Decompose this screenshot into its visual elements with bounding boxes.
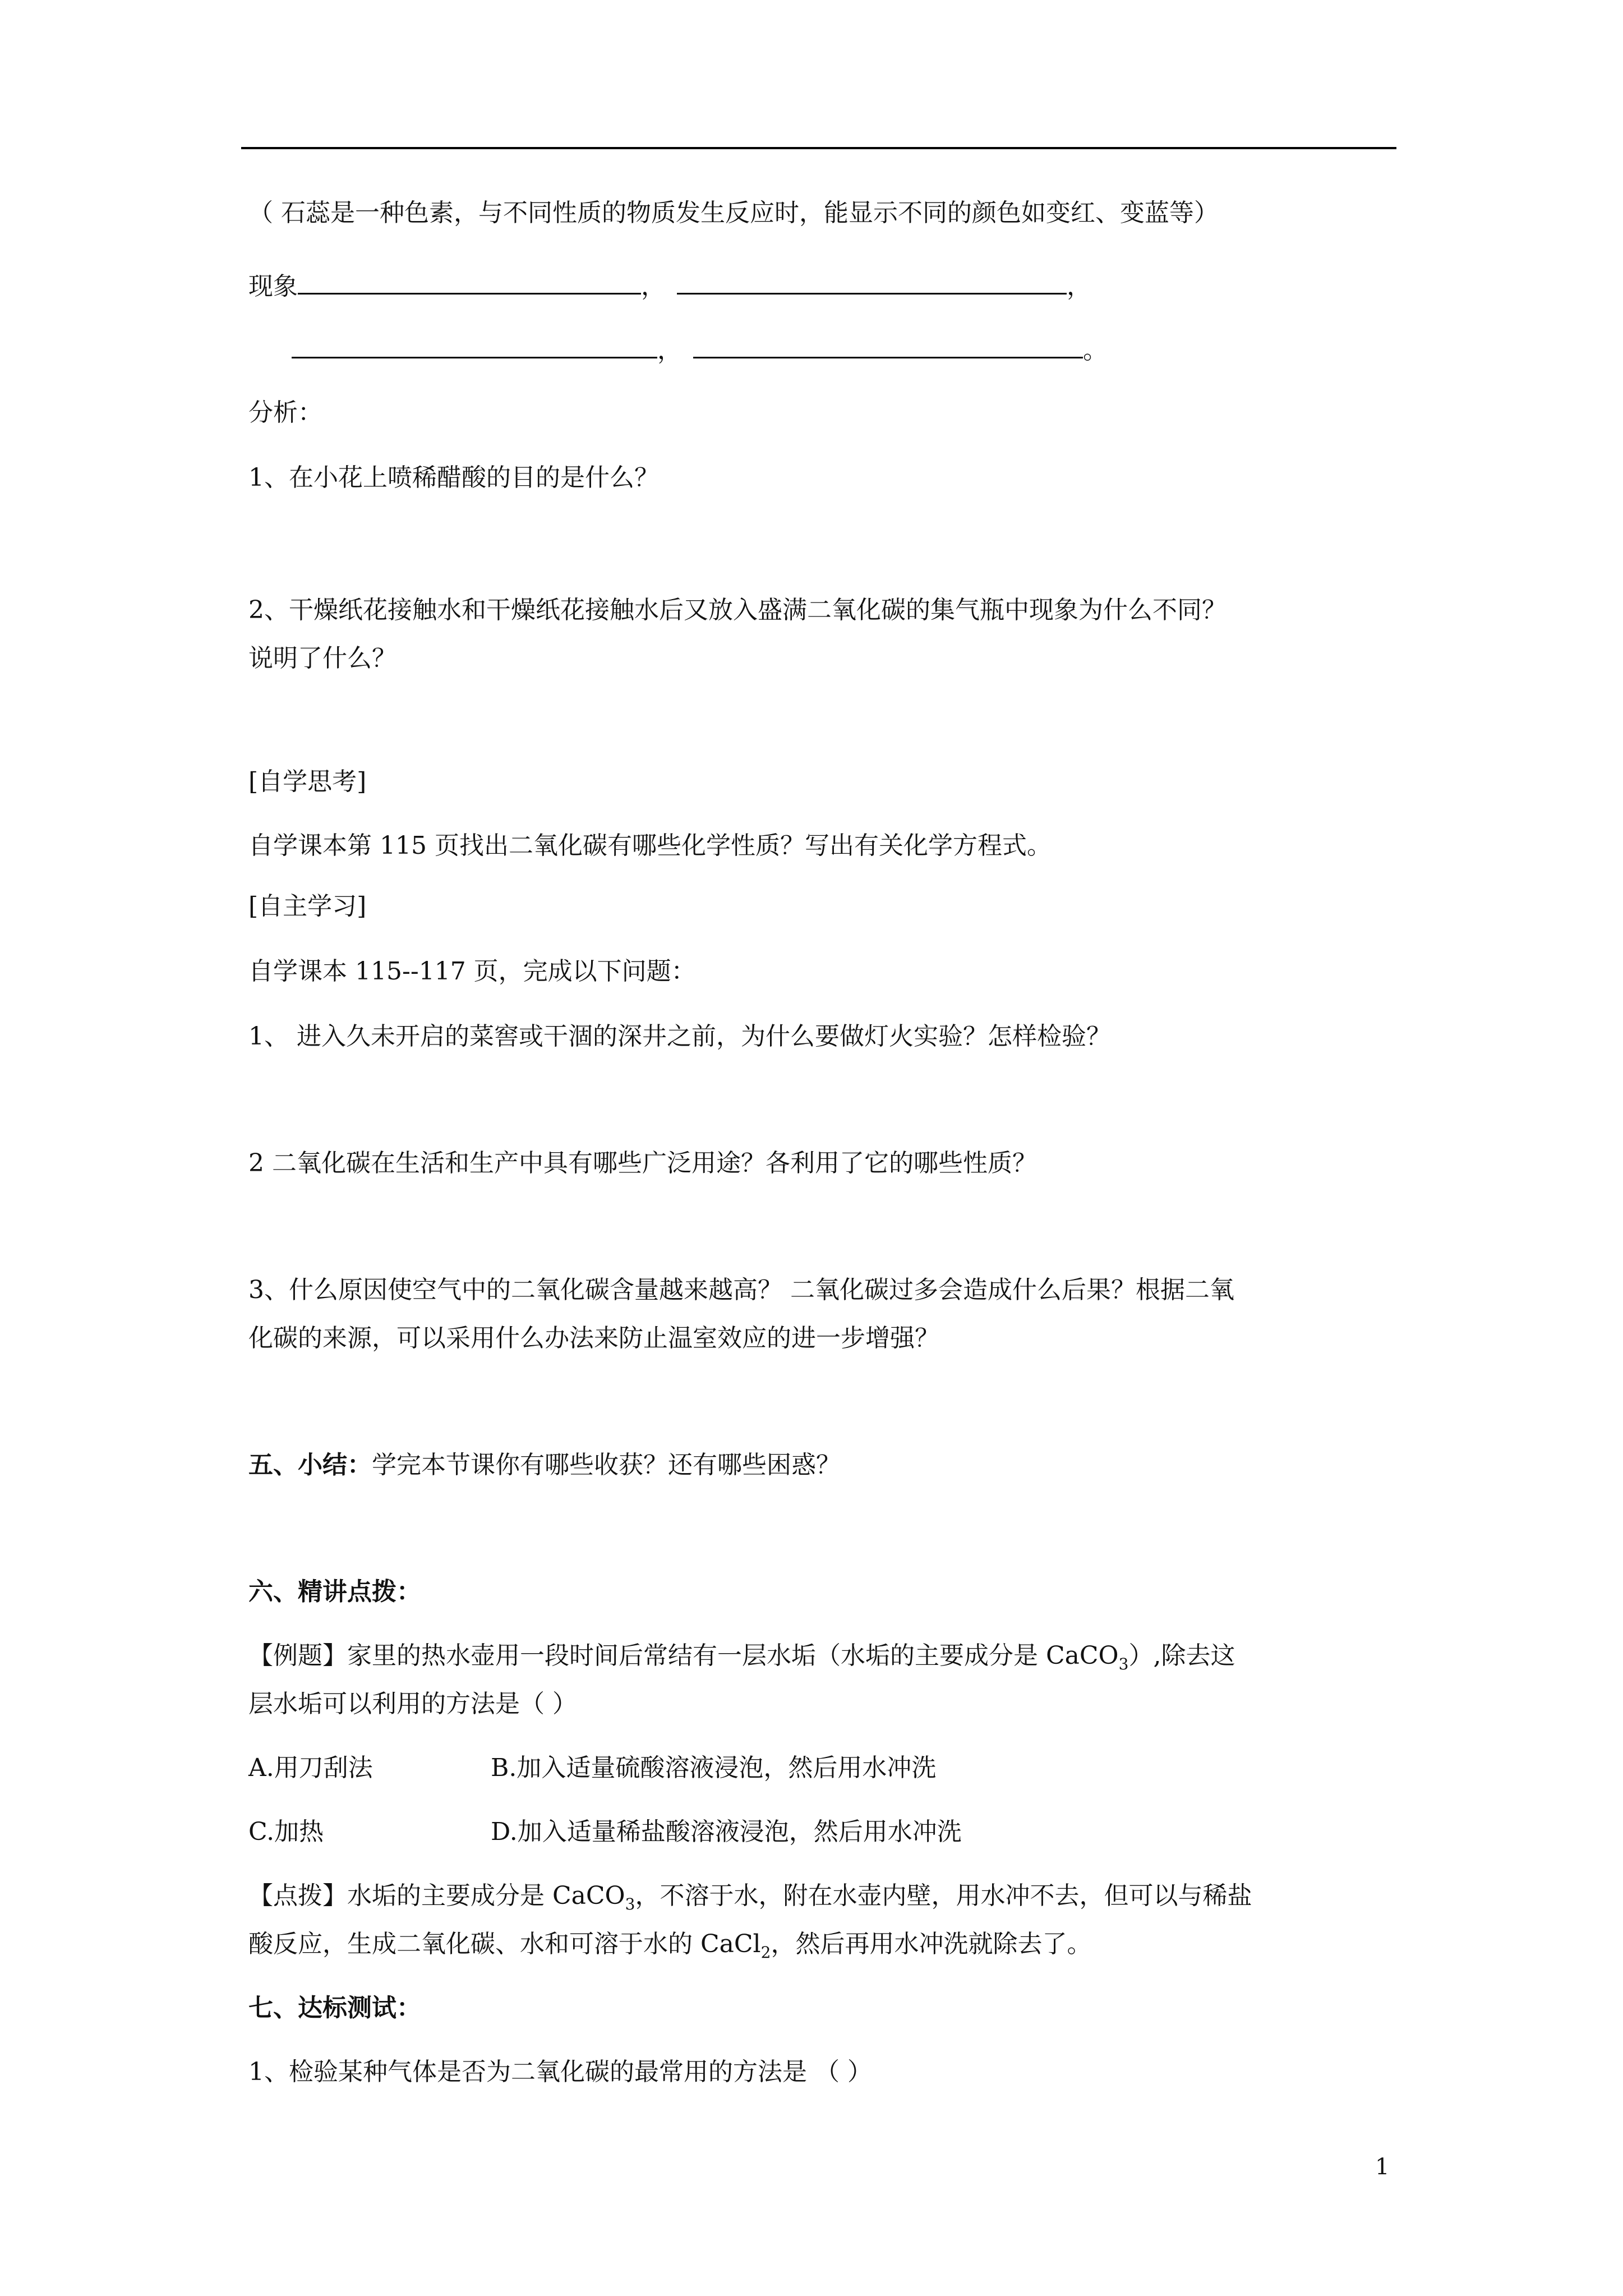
study-question-1: 1、 进入久未开启的菜窖或干涸的深井之前，为什么要做灯火实验？怎样检验？ xyxy=(248,1022,1111,1051)
phenomenon-line-2 xyxy=(292,332,1108,367)
option-c[interactable]: C.加热 xyxy=(248,1818,324,1846)
analysis-label: 分析： xyxy=(248,398,322,427)
hint-text: ，然后再用水冲洗就除去了。 xyxy=(771,1930,1092,1958)
answer-blank[interactable] xyxy=(292,332,657,358)
comma: ， xyxy=(641,272,666,301)
hint-line-2 xyxy=(248,1927,1091,1970)
study-question-3-line-1: 3、什么原因使空气中的二氧化碳含量越来越高？ 二氧化碳过多会造成什么后果？根据二氧 xyxy=(248,1276,1234,1304)
hint-text: 酸反应，生成二氧化碳、水和可溶于水的 CaCl xyxy=(248,1930,761,1958)
question-2-line-2: 说明了什么？ xyxy=(248,644,396,673)
hint-text: ，不溶于水，附在水壶内壁，用水冲不去，但可以与稀盐 xyxy=(635,1881,1252,1910)
option-d[interactable]: D.加入适量稀盐酸溶液浸泡，然后用水冲洗 xyxy=(491,1818,962,1846)
comma: ， xyxy=(1067,272,1091,301)
self-think-label: [自学思考] xyxy=(248,767,367,796)
question-1: 1、在小花上喷稀醋酸的目的是什么？ xyxy=(248,463,659,492)
example-text: 家里的热水壶用一段时间后常结有一层水垢（水垢的主要成分是 CaCO xyxy=(347,1641,1119,1670)
summary-line xyxy=(248,1448,841,1482)
answer-blank[interactable] xyxy=(298,268,641,295)
question-2-line-1: 2、干燥纸花接触水和干燥纸花接触水后又放入盛满二氧化碳的集气瓶中现象为什么不同？ xyxy=(248,596,1227,624)
hint-line-1 xyxy=(248,1879,1252,1921)
option-b[interactable]: B.加入适量硫酸溶液浸泡，然后用水冲洗 xyxy=(491,1754,937,1782)
hint-label: 【点拨】 xyxy=(248,1881,347,1910)
explain-heading: 六、精讲点拨： xyxy=(248,1577,421,1606)
self-study-label: [自主学习] xyxy=(248,892,367,921)
test-heading: 七、达标测试： xyxy=(248,1994,421,2022)
example-line-1 xyxy=(248,1639,1235,1681)
example-line-2: 层水垢可以利用的方法是（ ） xyxy=(248,1690,577,1718)
page-number: 1 xyxy=(1375,2154,1390,2180)
subscript: 2 xyxy=(760,1943,771,1962)
options-row-2 xyxy=(248,1815,962,1849)
hint-text: 水垢的主要成分是 CaCO xyxy=(347,1881,625,1910)
header-rule xyxy=(241,147,1396,149)
subscript: 3 xyxy=(625,1894,635,1913)
subscript: 3 xyxy=(1118,1654,1129,1673)
study-question-3-line-2: 化碳的来源，可以采用什么办法来防止温室效应的进一步增强？ xyxy=(248,1324,939,1352)
summary-text: 学完本节课你有哪些收获？还有哪些困惑？ xyxy=(372,1451,841,1479)
comma: ， xyxy=(657,336,682,365)
study-question-2: 2 二氧化碳在生活和生产中具有哪些广泛用途？各利用了它的哪些性质？ xyxy=(248,1149,1037,1177)
options-row-1 xyxy=(248,1751,936,1785)
summary-heading: 五、小结： xyxy=(248,1451,372,1479)
example-label: 【例题】 xyxy=(248,1641,347,1670)
self-study-text: 自学课本 115--117 页，完成以下问题： xyxy=(248,957,696,986)
example-text: ）,除去这 xyxy=(1128,1641,1235,1670)
period: 。 xyxy=(1083,336,1108,365)
answer-blank[interactable] xyxy=(677,268,1067,295)
test-question-1: 1、检验某种气体是否为二氧化碳的最常用的方法是 （ ） xyxy=(248,2058,872,2086)
self-think-text: 自学课本第 115 页找出二氧化碳有哪些化学性质？写出有关化学方程式。 xyxy=(248,831,1052,860)
litmus-note: （ 石蕊是一种色素，与不同性质的物质发生反应时，能显示不同的颜色如变红、变蓝等） xyxy=(248,199,1219,227)
option-a[interactable]: A.用刀刮法 xyxy=(248,1754,373,1782)
answer-blank[interactable] xyxy=(693,332,1083,358)
phenomenon-label: 现象 xyxy=(248,272,298,301)
phenomenon-line-1 xyxy=(248,268,1091,303)
